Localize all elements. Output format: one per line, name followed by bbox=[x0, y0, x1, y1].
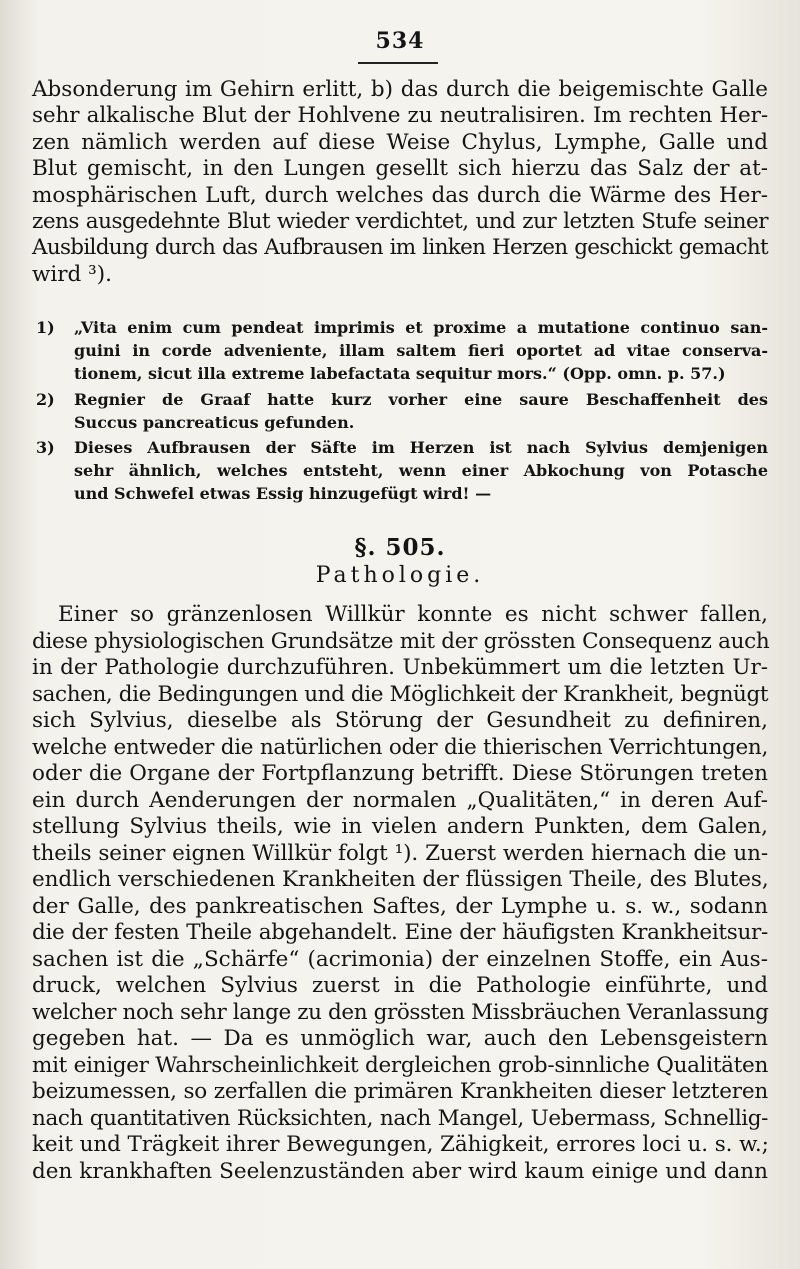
text-line: in der Pathologie durchzuführen. Unbekümmert um die letzten Ur- bbox=[32, 655, 768, 680]
intro-paragraph bbox=[32, 77, 768, 288]
text-line: welcher noch sehr lange zu den grössten Missbräuchen Veranlassung bbox=[32, 999, 769, 1025]
text-line: ein durch Aenderungen der normalen „Qualitäten,“ in deren Auf- bbox=[32, 787, 768, 813]
footnote-line: sehr ähnlich, welches entsteht, wenn einer Abkochung von Potasche bbox=[74, 461, 768, 481]
text-line: die der festen Theile abgehandelt. Eine der häufigsten Krankheitsur- bbox=[32, 920, 768, 945]
text-line: welche entweder die natürlichen oder die thierischen Verrichtungen, bbox=[32, 734, 768, 760]
footnote-text: Dieses Aufbrausen der Säfte im Herzen ist nach Sylvius demjenigen bbox=[74, 438, 768, 458]
text-line: mosphärischen Luft, durch welches das durch die Wärme des Her- bbox=[32, 182, 768, 208]
footnote-line: tionem, sicut illa extreme labefactata sequitur mors.“ (Opp. omn. p. 57.) bbox=[74, 364, 726, 384]
text-line: den krankhaften Seelenzuständen aber wird kaum einige und dann bbox=[32, 1158, 768, 1184]
text-line: sachen ist die „Schärfe“ (acrimonia) der einzelnen Stoffe, ein Aus- bbox=[32, 946, 768, 972]
footnote-number: 2) bbox=[36, 389, 55, 409]
footnote-line bbox=[36, 388, 768, 411]
text-line: theils seiner eignen Willkür folgt ¹). Zuerst werden hiernach die un- bbox=[32, 840, 768, 866]
text-line: mit einiger Wahrscheinlichkeit dergleichen grob-sinnliche Qualitäten bbox=[32, 1052, 768, 1078]
text-line: sachen, die Bedingungen und die Möglichkeit der Krankheit, begnügt bbox=[32, 681, 769, 707]
text-line: stellung Sylvius theils, wie in vielen andern Punkten, dem Galen, bbox=[32, 814, 768, 839]
text-line: Blut gemischt, in den Lungen gesellt sich hierzu das Salz der at- bbox=[32, 156, 768, 182]
footnote-text: „Vita enim cum pendeat imprimis et proxime a mutatione continuo san- bbox=[74, 318, 768, 337]
text-line: Absonderung im Gehirn erlitt, b) das durch die beigemischte Galle bbox=[32, 77, 768, 102]
footnote-number: 1) bbox=[36, 318, 55, 337]
text-line: druck, welchen Sylvius zuerst in die Pathologie einführte, und bbox=[32, 973, 768, 998]
footnotes bbox=[36, 316, 768, 508]
footnote-number: 3) bbox=[36, 438, 55, 458]
page-number-rule bbox=[358, 62, 438, 64]
section-number: §. 505. bbox=[354, 534, 446, 561]
text-line: endlich verschiedenen Krankheiten der flüssigen Theile, des Blutes, bbox=[32, 867, 769, 892]
text-line: keit und Trägkeit ihrer Bewegungen, Zähigkeit, errores loci u. s. w.; bbox=[32, 1132, 769, 1157]
text-line: beizumessen, so zerfallen die primären Krankheiten dieser letzteren bbox=[32, 1079, 768, 1104]
footnote-line bbox=[36, 436, 768, 459]
text-line: sehr alkalische Blut der Hohlvene zu neutralisiren. Im rechten Her- bbox=[32, 103, 768, 129]
footnote-1 bbox=[36, 316, 768, 386]
text-line: diese physiologischen Grundsätze mit der grössten Consequenz auch bbox=[32, 628, 770, 654]
footnote-3 bbox=[36, 436, 768, 506]
text-line: zen nämlich werden auf diese Weise Chylus, Lymphe, Galle und bbox=[32, 129, 768, 155]
footnote-line: und Schwefel etwas Essig hinzugefügt wird! — bbox=[74, 484, 492, 504]
text-line: gegeben hat. — Da es unmöglich war, auch den Lebensgeistern bbox=[32, 1026, 768, 1051]
section-title: Pathologie. bbox=[315, 563, 485, 588]
text-line: nach quantitativen Rücksichten, nach Mangel, Uebermass, Schnellig- bbox=[32, 1105, 768, 1131]
text-line: oder die Organe der Fortpflanzung betrifft. Diese Störungen treten bbox=[32, 761, 768, 786]
text-line: Einer so gränzenlosen Willkür konnte es nicht schwer fallen, bbox=[58, 602, 768, 627]
page-number: 534 bbox=[375, 28, 425, 54]
footnote-text: Regnier de Graaf hatte kurz vorher eine saure Beschaffenheit des bbox=[74, 389, 768, 409]
footnote-line: Succus pancreaticus gefunden. bbox=[74, 412, 355, 432]
text-line: Ausbildung durch das Aufbrausen im linken Herzen geschickt gemacht bbox=[32, 235, 768, 261]
footnote-line bbox=[36, 316, 768, 339]
text-line: der Galle, des pankreatischen Saftes, der Lymphe u. s. w., sodann bbox=[32, 893, 768, 919]
text-line: sich Sylvius, dieselbe als Störung der Gesundheit zu definiren, bbox=[32, 708, 768, 733]
footnote-line: guini in corde adveniente, illam saltem fieri oportet ad vitae conserva- bbox=[74, 341, 768, 361]
footnote-2 bbox=[36, 388, 768, 434]
main-paragraph bbox=[32, 602, 768, 1185]
text-line: zens ausgedehnte Blut wieder verdichtet, und zur letzten Stufe seiner bbox=[32, 209, 768, 235]
text-line: wird ³). bbox=[32, 261, 112, 287]
